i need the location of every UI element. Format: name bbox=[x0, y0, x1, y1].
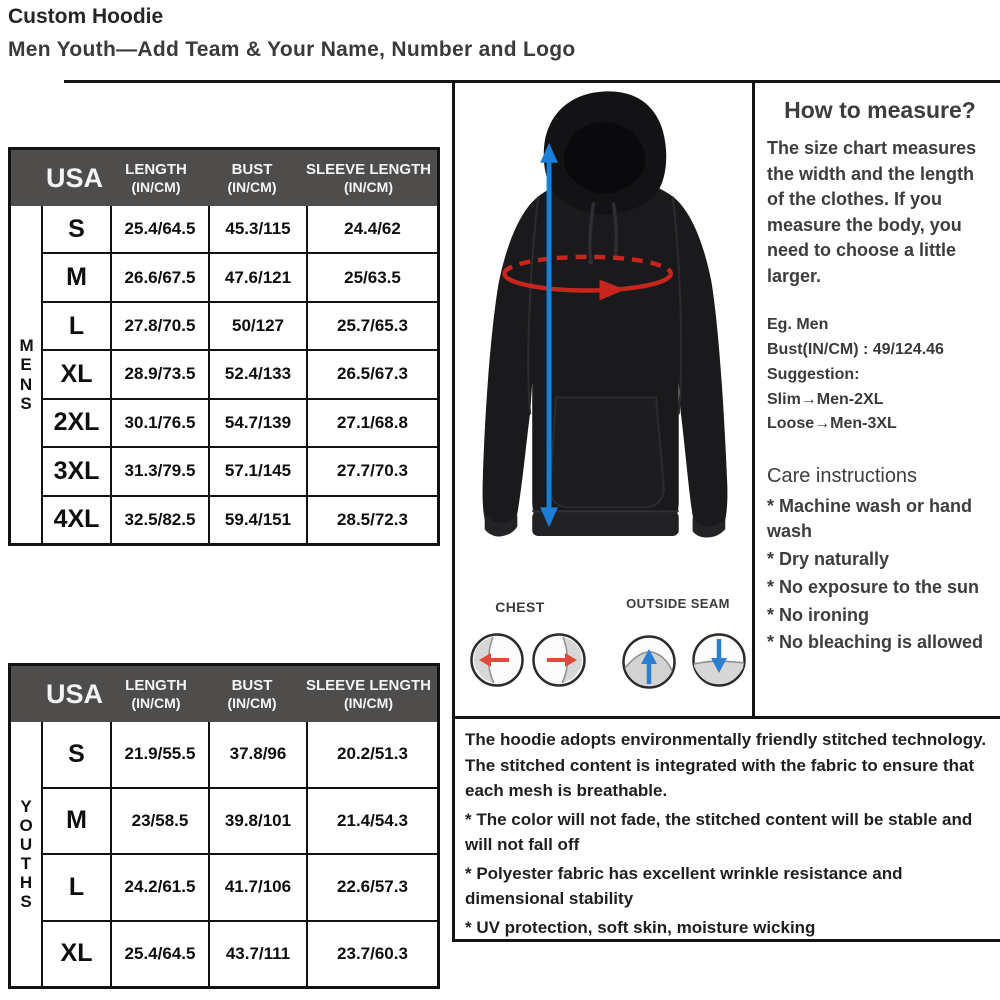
product-description-box bbox=[452, 716, 1000, 942]
bust-cell: 39.8/101 bbox=[208, 789, 306, 854]
bust-cell: 57.1/145 bbox=[208, 448, 306, 494]
length-cell: 32.5/82.5 bbox=[110, 497, 208, 543]
size-cell: S bbox=[68, 739, 85, 768]
bust-cell: 45.3/115 bbox=[208, 206, 306, 252]
example-line: Loose→Men-3XL bbox=[767, 415, 897, 433]
outside-seam-down-icon bbox=[691, 632, 747, 688]
column-header-sleeve-length: SLEEVE LENGTH (IN/CM) bbox=[305, 677, 432, 711]
description-paragraph: * The color will not fade, the stitched content will be stable and will not fall off bbox=[465, 809, 973, 854]
bust-cell: 52.4/133 bbox=[208, 351, 306, 397]
example-line: Slim→Men-2XL bbox=[767, 390, 884, 408]
size-cell: M bbox=[66, 806, 87, 835]
care-instructions-heading: Care instructions bbox=[767, 465, 918, 488]
chest-measure-left-icon bbox=[469, 632, 525, 688]
table-row bbox=[43, 495, 437, 543]
care-item: * No ironing bbox=[767, 604, 869, 625]
table-row bbox=[43, 920, 437, 987]
how-to-measure-heading: How to measure? bbox=[784, 97, 976, 123]
size-cell: XL bbox=[60, 359, 93, 388]
care-item: * No exposure to the sun bbox=[767, 576, 980, 597]
bust-cell: 59.4/151 bbox=[208, 497, 306, 543]
youths-size-table bbox=[8, 663, 440, 989]
size-cell: S bbox=[68, 214, 85, 243]
table-row bbox=[43, 787, 437, 854]
page-subtitle: Men Youth—Add Team & Your Name, Number and Logo bbox=[8, 38, 576, 61]
outside-seam-label: OUTSIDE SEAM bbox=[626, 596, 730, 611]
description-paragraph: * Polyester fabric has excellent wrinkle resistance and dimensional stability bbox=[465, 863, 903, 908]
sleeve-cell: 22.6/57.3 bbox=[306, 855, 437, 920]
care-item: * Dry naturally bbox=[767, 548, 890, 569]
size-cell: L bbox=[68, 872, 85, 901]
length-cell: 25.4/64.5 bbox=[110, 206, 208, 252]
measure-intro-text: The size chart measures the width and the length of the clothes. If you measure the body, you need to choose a little larger. bbox=[767, 138, 977, 286]
outside-seam-up-icon bbox=[621, 634, 677, 690]
youths-side-label: YOUTHS bbox=[19, 796, 33, 912]
bust-cell: 54.7/139 bbox=[208, 400, 306, 446]
column-header-sleeve-length: SLEEVE LENGTH (IN/CM) bbox=[305, 161, 432, 195]
column-header-usa: USA bbox=[45, 678, 103, 709]
hoodie-image bbox=[455, 83, 752, 598]
sleeve-cell: 25.7/65.3 bbox=[306, 303, 437, 349]
size-cell: L bbox=[68, 311, 85, 340]
length-cell: 28.9/73.5 bbox=[110, 351, 208, 397]
table-row bbox=[43, 206, 437, 252]
how-to-measure-panel bbox=[755, 83, 997, 716]
size-cell: XL bbox=[60, 939, 93, 968]
table-row bbox=[43, 252, 437, 300]
length-cell: 21.9/55.5 bbox=[110, 722, 208, 787]
hoodie-pocket bbox=[550, 397, 664, 507]
page-title: Custom Hoodie bbox=[8, 5, 164, 28]
sleeve-cell: 24.4/62 bbox=[306, 206, 437, 252]
example-line: Bust(IN/CM) : 49/124.46 bbox=[767, 341, 944, 359]
care-item: * No bleaching is allowed bbox=[767, 632, 984, 653]
bust-cell: 47.6/121 bbox=[208, 254, 306, 300]
size-cell: 2XL bbox=[53, 408, 100, 437]
column-header-bust: BUST (IN/CM) bbox=[227, 677, 277, 711]
hoodie-photo-panel bbox=[455, 83, 752, 716]
example-line: Eg. Men bbox=[767, 316, 829, 334]
table-row bbox=[43, 349, 437, 397]
table-row bbox=[43, 722, 437, 787]
sleeve-cell: 25/63.5 bbox=[306, 254, 437, 300]
care-instructions-list bbox=[767, 494, 993, 655]
table-row bbox=[43, 301, 437, 349]
bust-cell: 41.7/106 bbox=[208, 855, 306, 920]
size-cell: 4XL bbox=[53, 505, 100, 534]
size-suggestion-example bbox=[767, 313, 993, 437]
description-paragraph: * UV protection, soft skin, moisture wicking bbox=[465, 917, 816, 937]
youths-side-label-cell bbox=[11, 722, 43, 986]
bust-cell: 37.8/96 bbox=[208, 722, 306, 787]
length-cell: 27.8/70.5 bbox=[110, 303, 208, 349]
length-cell: 24.2/61.5 bbox=[110, 855, 208, 920]
size-cell: M bbox=[66, 263, 87, 292]
column-header-usa: USA bbox=[45, 162, 103, 193]
care-item: * Machine wash or hand wash bbox=[767, 496, 973, 542]
size-cell: 3XL bbox=[53, 456, 100, 485]
chest-label: CHEST bbox=[495, 599, 545, 615]
mens-table-header bbox=[11, 150, 437, 206]
length-cell: 23/58.5 bbox=[110, 789, 208, 854]
table-row bbox=[43, 398, 437, 446]
column-header-length: LENGTH (IN/CM) bbox=[125, 677, 187, 711]
description-paragraph: The hoodie adopts environmentally friendly stitched technology. The stitched content is integrated with the fabric to ensure that each mesh is breathable. bbox=[465, 730, 987, 800]
sleeve-cell: 26.5/67.3 bbox=[306, 351, 437, 397]
example-line: Suggestion: bbox=[767, 365, 860, 383]
sleeve-cell: 27.7/70.3 bbox=[306, 448, 437, 494]
table-row bbox=[43, 446, 437, 494]
sleeve-cell: 21.4/54.3 bbox=[306, 789, 437, 854]
sleeve-cell: 27.1/68.8 bbox=[306, 400, 437, 446]
bust-cell: 50/127 bbox=[208, 303, 306, 349]
table-row bbox=[43, 853, 437, 920]
sleeve-cell: 20.2/51.3 bbox=[306, 722, 437, 787]
column-header-bust: BUST (IN/CM) bbox=[227, 161, 277, 195]
sleeve-cell: 28.5/72.3 bbox=[306, 497, 437, 543]
chest-measure-right-icon bbox=[531, 632, 587, 688]
mens-side-label: MENS bbox=[19, 336, 34, 413]
column-header-length: LENGTH (IN/CM) bbox=[125, 161, 187, 195]
length-cell: 26.6/67.5 bbox=[110, 254, 208, 300]
mens-side-label-cell bbox=[11, 206, 43, 543]
length-cell: 25.4/64.5 bbox=[110, 922, 208, 987]
sleeve-cell: 23.7/60.3 bbox=[306, 922, 437, 987]
youths-table-header bbox=[11, 666, 437, 722]
bust-cell: 43.7/111 bbox=[208, 922, 306, 987]
length-cell: 30.1/76.5 bbox=[110, 400, 208, 446]
mens-size-table bbox=[8, 147, 440, 546]
length-cell: 31.3/79.5 bbox=[110, 448, 208, 494]
